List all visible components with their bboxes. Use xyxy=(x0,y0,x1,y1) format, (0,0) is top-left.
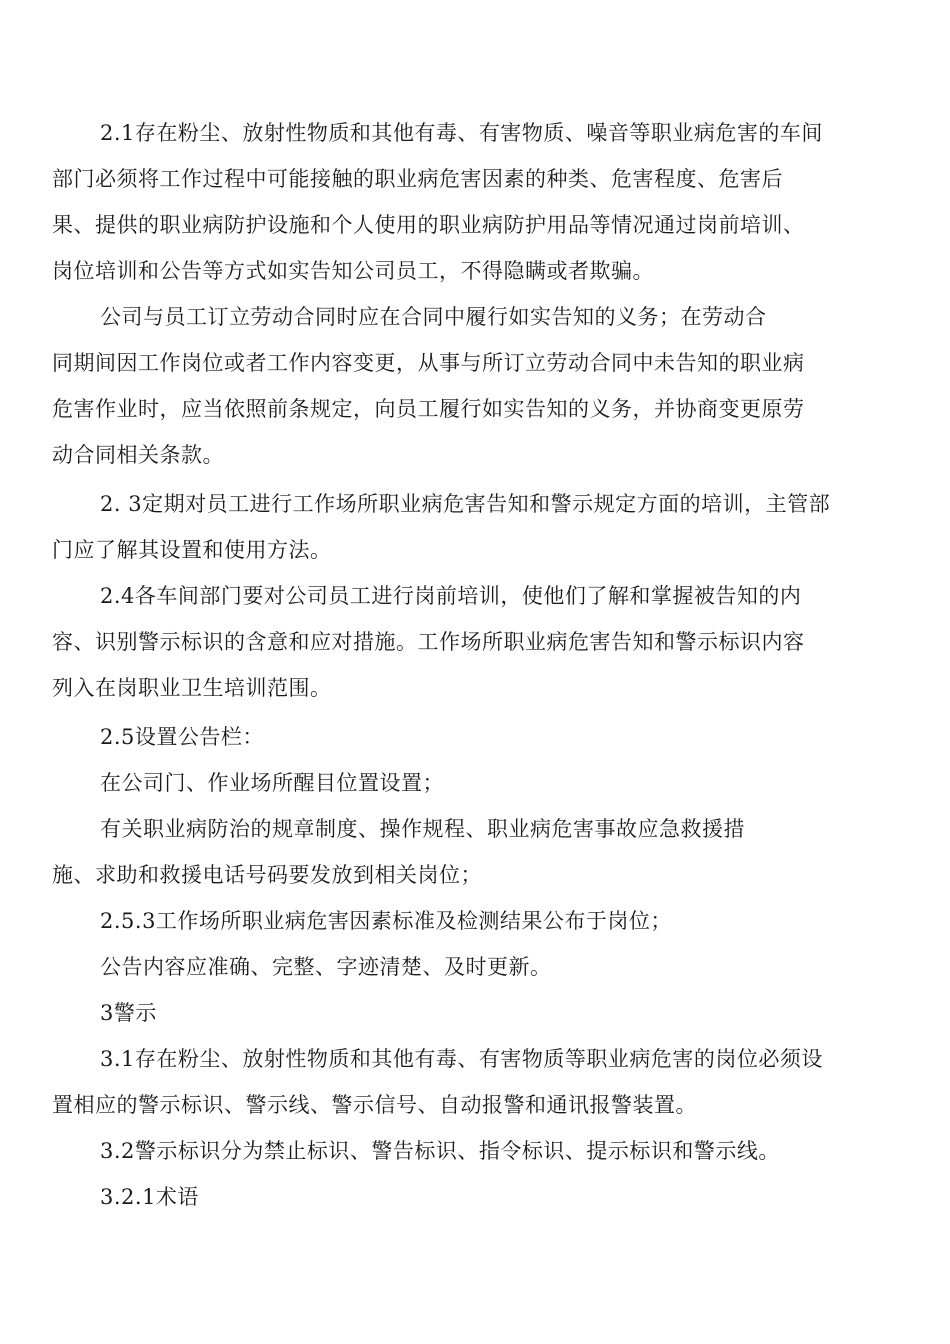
text-line: 2. 3定期对员工进行工作场所职业病危害告知和警示规定方面的培训，主管部 xyxy=(100,492,831,516)
text-line: 部门必须将工作过程中可能接触的职业病危害因素的种类、危害程度、危害后 xyxy=(52,167,783,191)
section-heading: 3警示 xyxy=(100,1001,157,1025)
text-line: 列入在岗职业卫生培训范围。 xyxy=(52,676,332,700)
text-line: 2.5设置公告栏： xyxy=(100,725,264,749)
text-line: 在公司门、作业场所醒目位置设置； xyxy=(100,771,444,795)
text-line: 危害作业时，应当依照前条规定，向员工履行如实告知的义务，并协商变更原劳 xyxy=(52,397,805,421)
subsection-heading: 3.2.1术语 xyxy=(100,1185,199,1209)
text-line: 门应了解其设置和使用方法。 xyxy=(52,538,332,562)
text-line: 3.1存在粉尘、放射性物质和其他有毒、有害物质等职业病危害的岗位必须设 xyxy=(100,1047,823,1071)
text-line: 施、求助和救援电话号码要发放到相关岗位； xyxy=(52,863,482,887)
text-line: 公司与员工订立劳动合同时应在合同中履行如实告知的义务；在劳动合 xyxy=(100,305,767,329)
text-line: 公告内容应准确、完整、字迹清楚、及时更新。 xyxy=(100,955,552,979)
text-line: 有关职业病防治的规章制度、操作规程、职业病危害事故应急救援措 xyxy=(100,817,745,841)
text-line: 同期间因工作岗位或者工作内容变更，从事与所订立劳动合同中未告知的职业病 xyxy=(52,351,805,375)
text-line: 置相应的警示标识、警示线、警示信号、自动报警和通讯报警装置。 xyxy=(52,1093,697,1117)
text-line: 2.4各车间部门要对公司员工进行岗前培训，使他们了解和掌握被告知的内 xyxy=(100,584,802,608)
text-line: 2.5.3工作场所职业病危害因素标准及检测结果公布于岗位； xyxy=(100,909,672,933)
text-line: 容、识别警示标识的含意和应对措施。工作场所职业病危害告知和警示标识内容 xyxy=(52,630,805,654)
text-line: 果、提供的职业病防护设施和个人使用的职业病防护用品等情况通过岗前培训、 xyxy=(52,213,805,237)
text-line: 3.2警示标识分为禁止标识、警告标识、指令标识、提示标识和警示线。 xyxy=(100,1139,780,1163)
text-line: 岗位培训和公告等方式如实告知公司员工，不得隐瞒或者欺骗。 xyxy=(52,259,654,283)
text-line: 动合同相关条款。 xyxy=(52,443,224,467)
text-line: 2.1存在粉尘、放射性物质和其他有毒、有害物质、噪音等职业病危害的车间 xyxy=(100,121,823,145)
